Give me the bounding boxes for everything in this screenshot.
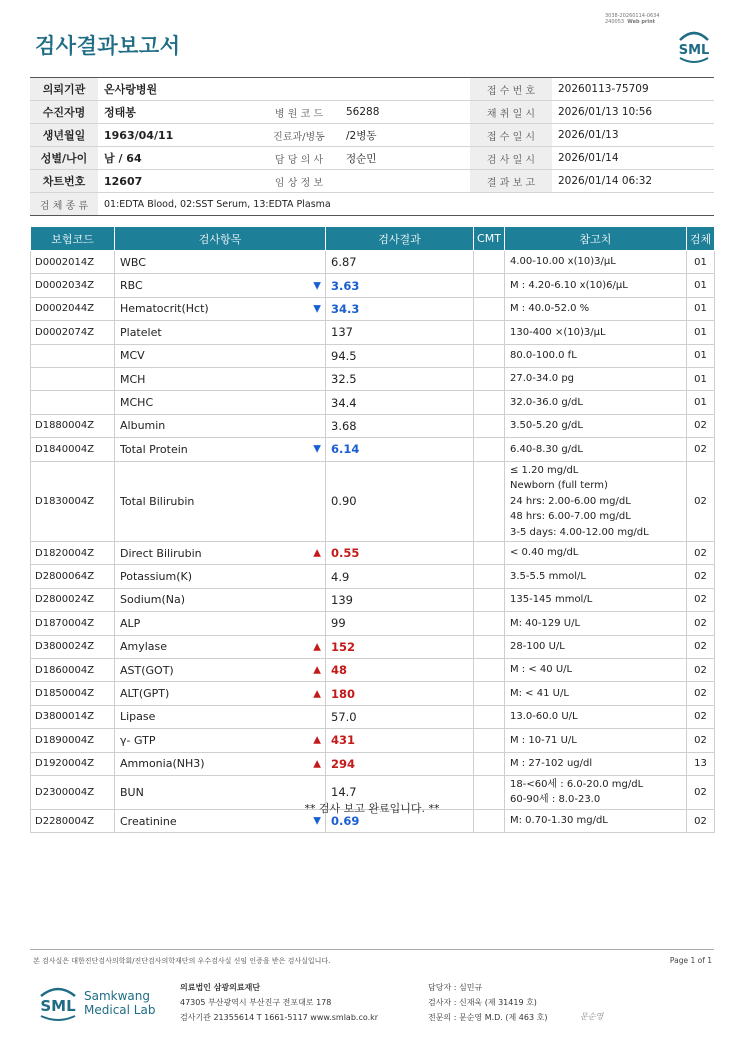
test-name-text: Albumin [120, 419, 166, 433]
footer-divider [30, 949, 714, 950]
result-row [31, 391, 715, 414]
report-code-line1: 3038-20260114-0634 [605, 13, 660, 19]
insurance-code: D2800024Z [31, 588, 115, 611]
specimen-code: 02 [687, 565, 715, 588]
cmt-cell [474, 542, 505, 565]
result-row [31, 274, 715, 297]
result-row [31, 438, 715, 461]
reference-line: M: 0.70-1.30 mg/dL [510, 815, 608, 827]
info-label: 임 상 정 보 [258, 170, 340, 193]
test-result: 180 [326, 682, 474, 705]
info-row-specimen [30, 193, 714, 216]
test-result: 32.5 [326, 367, 474, 390]
brand-name-line2: Medical Lab [84, 1003, 156, 1017]
test-name-text: Lipase [120, 710, 156, 724]
specimen-code: 02 [687, 729, 715, 752]
reference-range [505, 705, 687, 728]
test-name-text: ALT(GPT) [120, 687, 170, 701]
reference-line: 28-100 U/L [510, 641, 565, 653]
header-cmt: CMT [474, 227, 505, 251]
info-label: 차트번호 [30, 170, 98, 193]
test-name [115, 542, 326, 565]
report-code [605, 13, 660, 25]
reference-range [505, 461, 687, 542]
report-complete-text: ** 검사 보고 완료입니다. ** [304, 802, 440, 815]
test-result: 0.55 [326, 542, 474, 565]
info-value: 정순민 [340, 147, 470, 170]
cmt-cell [474, 274, 505, 297]
test-result: 139 [326, 588, 474, 611]
specimen-code: 02 [687, 775, 715, 809]
result-row [31, 752, 715, 775]
organization-info [180, 980, 378, 1025]
low-flag-icon: ▼ [313, 280, 321, 292]
specimen-code: 02 [687, 658, 715, 681]
reference-range [505, 658, 687, 681]
staff-info [428, 980, 547, 1025]
reference-line: 4.00-10.00 x(10)3/μL [510, 256, 616, 268]
cmt-cell [474, 752, 505, 775]
reference-line: < 0.40 mg/dL [510, 547, 579, 559]
high-flag-icon: ▲ [313, 734, 321, 746]
test-result: 14.7 [326, 775, 474, 809]
reference-line: M : 27-102 ug/dl [510, 757, 593, 769]
reference-range [505, 321, 687, 344]
header-reference: 참고치 [505, 227, 687, 251]
reference-range [505, 297, 687, 320]
web-print-label: Web print [627, 19, 656, 25]
reference-range [505, 635, 687, 658]
specimen-value: 01:EDTA Blood, 02:SST Serum, 13:EDTA Plasma [98, 193, 714, 216]
info-value: 남 / 64 [98, 147, 258, 170]
reference-line: 27.0-34.0 pg [510, 373, 575, 385]
info-label: 의뢰기관 [30, 78, 98, 101]
reference-range [505, 565, 687, 588]
test-result: 6.87 [326, 251, 474, 274]
info-row [30, 78, 714, 101]
insurance-code: D3800014Z [31, 705, 115, 728]
info-label: 결 과 보 고 [470, 170, 552, 193]
insurance-code: D1840004Z [31, 438, 115, 461]
info-label: 검 사 일 시 [470, 147, 552, 170]
info-value: 온사랑병원 [98, 78, 258, 101]
reference-line: 18-<60세 : 6.0-20.0 mg/dL [510, 778, 644, 790]
result-row [31, 565, 715, 588]
reference-range [505, 367, 687, 390]
insurance-code: D0002044Z [31, 297, 115, 320]
info-value: 2026/01/14 06:32 [552, 170, 714, 193]
test-name [115, 729, 326, 752]
specimen-code: 01 [687, 344, 715, 367]
cmt-cell [474, 414, 505, 437]
sml-logo-text: SML [678, 43, 710, 58]
test-result: 431 [326, 729, 474, 752]
info-label: 접 수 일 시 [470, 124, 552, 147]
test-name [115, 588, 326, 611]
info-value [340, 170, 470, 193]
test-name-text: Total Bilirubin [120, 494, 195, 508]
certification-text: 본 검사실은 대한진단검사의학회/진단검사의학재단의 우수검사실 신임 인증을 받은 검사실입니다. [33, 957, 331, 965]
specimen-code: 02 [687, 682, 715, 705]
reference-range [505, 414, 687, 437]
test-result: 99 [326, 612, 474, 635]
info-value [340, 78, 470, 101]
result-row [31, 705, 715, 728]
results-header-row [31, 227, 715, 251]
test-name-text: Potassium(K) [120, 570, 193, 584]
header-result: 검사결과 [326, 227, 474, 251]
cmt-cell [474, 461, 505, 542]
cmt-cell [474, 658, 505, 681]
info-value: /2병동 [340, 124, 470, 147]
info-row [30, 124, 714, 147]
info-label: 진료과/병동 [258, 124, 340, 147]
reference-line: M : 4.20-6.10 x(10)6/μL [510, 279, 628, 291]
insurance-code: D2800064Z [31, 565, 115, 588]
insurance-code: D0002034Z [31, 274, 115, 297]
result-row [31, 321, 715, 344]
high-flag-icon: ▲ [313, 547, 321, 559]
specimen-label: 검 체 종 류 [30, 193, 98, 216]
result-row [31, 344, 715, 367]
specimen-code: 02 [687, 612, 715, 635]
specimen-code: 02 [687, 705, 715, 728]
test-result: 6.14 [326, 438, 474, 461]
cmt-cell [474, 682, 505, 705]
test-name-text: MCV [120, 349, 145, 363]
info-row [30, 170, 714, 193]
specimen-code: 01 [687, 274, 715, 297]
insurance-code: D1850004Z [31, 682, 115, 705]
cmt-cell [474, 729, 505, 752]
cmt-cell [474, 367, 505, 390]
test-name-text: MCH [120, 372, 146, 386]
test-result: 34.4 [326, 391, 474, 414]
cmt-cell [474, 635, 505, 658]
info-value: 1963/04/11 [98, 124, 258, 147]
reference-line: M: 40-129 U/L [510, 617, 581, 629]
test-name-text: AST(GOT) [120, 663, 174, 677]
organization-contact: 검사기관 21355614 T 1661-5117 www.smlab.co.kr [180, 1013, 379, 1022]
test-name [115, 414, 326, 437]
reference-range [505, 612, 687, 635]
result-row [31, 682, 715, 705]
high-flag-icon: ▲ [313, 664, 321, 676]
cmt-cell [474, 297, 505, 320]
specimen-code: 02 [687, 635, 715, 658]
insurance-code: D1920004Z [31, 752, 115, 775]
sml-footer-logo [35, 982, 81, 1022]
test-name-text: BUN [120, 785, 144, 799]
test-name-text: Sodium(Na) [120, 593, 185, 607]
info-row [30, 101, 714, 124]
reference-range [505, 542, 687, 565]
test-name [115, 367, 326, 390]
cmt-cell [474, 612, 505, 635]
insurance-code: D1880004Z [31, 414, 115, 437]
insurance-code: D0002014Z [31, 251, 115, 274]
specimen-code: 02 [687, 809, 715, 832]
reference-range [505, 588, 687, 611]
insurance-code: D1870004Z [31, 612, 115, 635]
test-name-text: MCHC [120, 396, 154, 410]
reference-line: 130-400 ×(10)3/μL [510, 326, 606, 338]
info-value: 20260113-75709 [552, 78, 714, 101]
test-result: 294 [326, 752, 474, 775]
specimen-code: 01 [687, 251, 715, 274]
reference-line: M : 10-71 U/L [510, 734, 577, 746]
info-label: 병 원 코 드 [258, 101, 340, 124]
test-name [115, 274, 326, 297]
reference-range [505, 391, 687, 414]
high-flag-icon: ▲ [313, 641, 321, 653]
reference-line: 3.50-5.20 g/dL [510, 420, 583, 432]
info-label: 담 당 의 사 [258, 147, 340, 170]
info-value: 2026/01/14 [552, 147, 714, 170]
test-name [115, 752, 326, 775]
test-result: 4.9 [326, 565, 474, 588]
test-result: 3.68 [326, 414, 474, 437]
insurance-code [31, 391, 115, 414]
sml-footer-logo-text: SML [40, 997, 76, 1015]
test-name-text: ALP [120, 616, 141, 630]
reference-line: M : 40.0-52.0 % [510, 303, 590, 315]
test-name [115, 251, 326, 274]
result-row [31, 414, 715, 437]
report-title: 검사결과보고서 [35, 34, 181, 58]
insurance-code: D2280004Z [31, 809, 115, 832]
reference-line: 80.0-100.0 fL [510, 350, 577, 361]
organization-address: 47305 부산광역시 부산진구 전포대로 178 [180, 998, 332, 1007]
test-name [115, 612, 326, 635]
info-label: 성별/나이 [30, 147, 98, 170]
specimen-code: 02 [687, 542, 715, 565]
result-row [31, 251, 715, 274]
reference-range [505, 251, 687, 274]
reference-line: M : < 40 U/L [510, 664, 573, 676]
report-code-line2: 240053 [605, 19, 625, 25]
info-row [30, 147, 714, 170]
test-name-text: Direct Bilirubin [120, 546, 202, 560]
staff-specialist: 전문의 : 문순영 M.D. (제 463 호) [428, 1013, 548, 1022]
staff-manager: 담당자 : 심민규 [428, 983, 483, 992]
test-name-text: Total Protein [120, 442, 188, 456]
result-row [31, 542, 715, 565]
header-test-item: 검사항목 [115, 227, 326, 251]
result-row [31, 297, 715, 320]
test-name [115, 344, 326, 367]
reference-line: 48 hrs: 6.00-7.00 mg/dL [510, 511, 631, 523]
insurance-code: D0002074Z [31, 321, 115, 344]
test-name [115, 391, 326, 414]
result-row [31, 612, 715, 635]
cmt-cell [474, 321, 505, 344]
result-row [31, 635, 715, 658]
cmt-cell [474, 251, 505, 274]
info-value: 56288 [340, 101, 470, 124]
reference-line: 135-145 mmol/L [510, 594, 593, 606]
insurance-code: D1890004Z [31, 729, 115, 752]
test-result: 34.3 [326, 297, 474, 320]
test-result: 0.90 [326, 461, 474, 542]
test-name [115, 438, 326, 461]
insurance-code [31, 344, 115, 367]
info-value: 정태봉 [98, 101, 258, 124]
reference-line: Newborn (full term) [510, 480, 608, 492]
specimen-code: 02 [687, 414, 715, 437]
result-row [31, 658, 715, 681]
reference-line: 13.0-60.0 U/L [510, 711, 578, 723]
test-result: 137 [326, 321, 474, 344]
test-name [115, 297, 326, 320]
test-result: 94.5 [326, 344, 474, 367]
test-result: 48 [326, 658, 474, 681]
brand-name-line1: Samkwang [84, 989, 150, 1003]
info-label: 수진자명 [30, 101, 98, 124]
specimen-code: 02 [687, 588, 715, 611]
info-label: 생년월일 [30, 124, 98, 147]
info-value: 2026/01/13 [552, 124, 714, 147]
result-row [31, 588, 715, 611]
high-flag-icon: ▲ [313, 688, 321, 700]
test-name-text: Amylase [120, 640, 168, 654]
test-name-text: Creatinine [120, 814, 177, 828]
info-value: 12607 [98, 170, 258, 193]
info-label: 채 취 일 시 [470, 101, 552, 124]
specimen-code: 01 [687, 391, 715, 414]
specimen-code: 01 [687, 321, 715, 344]
specimen-code: 01 [687, 297, 715, 320]
specimen-code: 02 [687, 461, 715, 542]
test-name [115, 565, 326, 588]
reference-range [505, 344, 687, 367]
reference-line: 32.0-36.0 g/dL [510, 396, 583, 408]
test-name [115, 461, 326, 542]
test-name-text: Hematocrit(Hct) [120, 302, 209, 316]
reference-line: 60-90세 : 8.0-23.0 [510, 794, 601, 806]
patient-info-table [30, 77, 714, 216]
reference-line: 3.5-5.5 mmol/L [510, 570, 586, 582]
page-number: Page 1 of 1 [669, 956, 712, 965]
reference-range [505, 682, 687, 705]
insurance-code: D1860004Z [31, 658, 115, 681]
cmt-cell [474, 565, 505, 588]
test-name-text: RBC [120, 279, 143, 293]
test-name-text: WBC [120, 255, 146, 269]
result-row [31, 461, 715, 542]
insurance-code [31, 367, 115, 390]
test-result: 152 [326, 635, 474, 658]
insurance-code: D1830004Z [31, 461, 115, 542]
test-name [115, 321, 326, 344]
test-name-text: Ammonia(NH3) [120, 757, 205, 771]
reference-line: M: < 41 U/L [510, 687, 569, 699]
reference-line: 3-5 days: 4.00-12.00 mg/dL [510, 526, 649, 538]
test-name [115, 635, 326, 658]
specialist-signature: 문순영 [580, 1012, 604, 1021]
test-result: 3.63 [326, 274, 474, 297]
header-insurance-code: 보험코드 [31, 227, 115, 251]
reference-range [505, 752, 687, 775]
test-name [115, 682, 326, 705]
test-name-text: Platelet [120, 325, 162, 339]
cmt-cell [474, 588, 505, 611]
cmt-cell [474, 391, 505, 414]
reference-line: ≤ 1.20 mg/dL [510, 464, 579, 476]
header-specimen: 검체 [687, 227, 715, 251]
reference-range [505, 274, 687, 297]
insurance-code: D3800024Z [31, 635, 115, 658]
low-flag-icon: ▼ [313, 303, 321, 315]
reference-range [505, 438, 687, 461]
info-label [258, 78, 340, 101]
result-row [31, 729, 715, 752]
insurance-code: D1820004Z [31, 542, 115, 565]
organization-name: 의료법인 삼광의료재단 [180, 983, 261, 992]
test-name [115, 705, 326, 728]
low-flag-icon: ▼ [313, 443, 321, 455]
results-table [30, 226, 715, 833]
cmt-cell [474, 705, 505, 728]
cmt-cell [474, 438, 505, 461]
specimen-code: 13 [687, 752, 715, 775]
info-label: 접 수 번 호 [470, 78, 552, 101]
low-flag-icon: ▼ [313, 815, 321, 827]
reference-line: 6.40-8.30 g/dL [510, 443, 583, 455]
cmt-cell [474, 344, 505, 367]
specimen-code: 01 [687, 367, 715, 390]
reference-range [505, 729, 687, 752]
reference-line: 24 hrs: 2.00-6.00 mg/dL [510, 495, 631, 507]
result-row [31, 367, 715, 390]
high-flag-icon: ▲ [313, 758, 321, 770]
test-name [115, 658, 326, 681]
info-value: 2026/01/13 10:56 [552, 101, 714, 124]
test-result: 0.69 [326, 809, 474, 832]
staff-tester: 검사자 : 신재욱 (제 31419 호) [428, 998, 537, 1007]
insurance-code: D2300004Z [31, 775, 115, 809]
sml-logo [674, 26, 714, 64]
test-result: 57.0 [326, 705, 474, 728]
test-name-text: γ- GTP [120, 733, 156, 747]
specimen-code: 02 [687, 438, 715, 461]
